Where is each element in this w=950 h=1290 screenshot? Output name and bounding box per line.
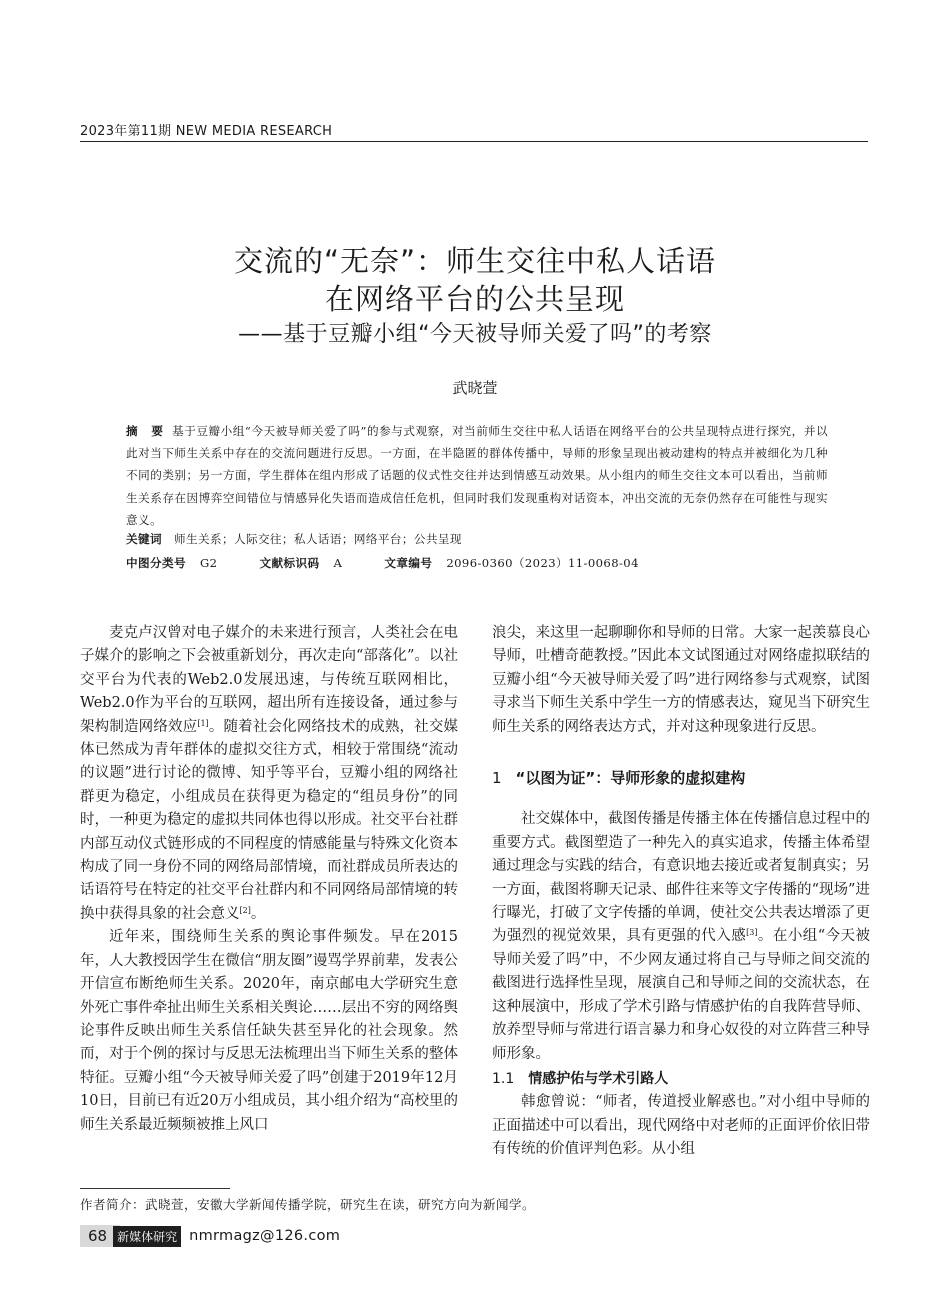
keywords-label: 关键词: [126, 532, 162, 546]
keywords-text: 师生关系；人际交往；私人话语；网络平台；公共呈现: [173, 532, 462, 546]
paragraph: 韩愈曾说：“师者，传道授业解惑也。”对小组中导师的正面描述中可以看出，现代网络中对老师的正面评价依旧带有传统的价值评判色彩。从小组: [492, 1094, 870, 1158]
article-title-line-1: 交流的“无奈”：师生交往中私人话语: [233, 244, 717, 278]
doc-code-label: 文献标识码: [259, 556, 320, 570]
subsection-heading: [492, 1068, 870, 1091]
abstract-text: 基于豆瓣小组“今天被导师关爱了吗”的参与式观察，对当前师生交往中私人话语在网络平台的公共呈现特点进行探究，并以此对当下师生关系中存在的交流问题进行反思。一方面，在半隐匿的群体传播中，导师的形象呈现出被动建构的特点并被细化为几种不同的类别；另一方面，学生群体在组内形成了话题的仪式性交往并达到情感互动效果。从小组内的师生交往文本可以看出，当前师生关系存在因博弈空间错位与情感异化失语而造成信任危机，但同时我们发现重构对话资本，冲出交流的无奈仍然存在可能性与现实意义。: [126, 424, 828, 527]
doc-code-value: A: [333, 556, 343, 570]
paragraph: [492, 808, 870, 1065]
body-column-left: [80, 622, 458, 1137]
citation-ref: [2]: [239, 905, 251, 915]
paragraph: [80, 622, 458, 926]
journal-brand: 新媒体研究: [113, 1226, 181, 1247]
section-heading: [492, 767, 870, 790]
author-name: 武晓萱: [452, 379, 498, 397]
paragraph-text: 。在小组“今天被导师关爱了吗”中，不少网友通过将自己与导师之间交流的截图进行选择性呈现，展演自己和导师之间的交流状态，在这种展演中，形成了学术引路与情感护佑的自我阵营导师、放养型导师与常进行语言暴力和身心奴役的对立阵营三种导师形象。: [492, 928, 870, 1062]
citation-ref: [1]: [197, 718, 209, 728]
folio: [80, 1225, 340, 1247]
author-footnote: 作者简介：武晓萱，安徽大学新闻传播学院，研究生在读，研究方向为新闻学。: [80, 1197, 536, 1212]
section-number: 1: [492, 769, 502, 788]
journal-email: nmrmagz@126.com: [189, 1228, 341, 1244]
article-subtitle: ——基于豆瓣小组“今天被导师关爱了吗”的考察: [238, 322, 712, 347]
citation-ref: [3]: [746, 928, 758, 938]
title-block: [80, 242, 870, 350]
keywords: [126, 531, 462, 547]
classification-line: [126, 555, 639, 571]
abstract-label: 摘 要: [126, 424, 165, 438]
running-head: 2023年第11期 NEW MEDIA RESEARCH: [80, 120, 868, 142]
paragraph-text: 麦克卢汉曾对电子媒介的未来进行预言，人类社会在电子媒介的影响之下会被重新划分，再次走向“部落化”。以社交平台为代表的Web2.0发展迅速，与传统互联网相比，Web2.0作为平台的互联网，超出所有连接设备，通过参与架构制造网络效应: [80, 625, 458, 735]
page-number: 68: [88, 1227, 108, 1245]
article-title-line-2: 在网络平台的公共呈现: [324, 282, 625, 316]
article-number-value: 2096-0360（2023）11-0068-04: [446, 556, 639, 570]
article-number-label: 文章编号: [384, 556, 433, 570]
section-title: “以图为证”：导师形象的虚拟建构: [515, 769, 746, 788]
paragraph: 浪尖，来这里一起聊聊你和导师的日常。大家一起羡慕良心导师，吐槽奇葩教授。”因此本文试图通过对网络虚拟联结的豆瓣小组“今天被导师关爱了吗”进行网络参与式观察，试图寻求当下师生关系中学生一方的情感表达，窥见当下研究生师生关系的网络表达方式，并对这种现象进行反思。: [492, 625, 870, 735]
subsection-number: 1.1: [492, 1070, 515, 1087]
clc-label: 中图分类号: [126, 556, 186, 570]
abstract: [126, 420, 828, 531]
clc-value: G2: [199, 556, 218, 570]
paragraph-text: 社交媒体中，截图传播是传播主体在传播信息过程中的重要方式。截图塑造了一种先入的真实追求，传播主体希望通过理念与实践的结合，有意识地去接近或者复制真实；另一方面，截图将聊天记录、邮件往来等文字传播的“现场”进行曝光，打破了文字传播的单调，使社交公共表达增添了更为强烈的视觉效果，具有更强的代入感: [492, 811, 870, 945]
footnote-divider: [80, 1188, 230, 1189]
body-column-right: [492, 622, 870, 1162]
paragraph: 近年来，围绕师生关系的舆论事件频发。早在2015年，人大教授因学生在微信“朋友圈”谩骂学界前辈，发表公开信宣布断绝师生关系。2020年，南京邮电大学研究生意外死亡事件牵扯出师生关系相关舆论……层出不穷的网络舆论事件反映出师生关系信任缺失甚至异化的社会现象。然而，对于个例的探讨与反思无法梳理出当下师生关系的整体特征。豆瓣小组“今天被导师关爱了吗”创建于2019年12月10日，目前已有近20万小组成员，其小组介绍为“高校里的师生关系最近频频被推上风口: [80, 929, 458, 1133]
paragraph-text: 。: [250, 905, 266, 922]
paragraph-text: 。随着社会化网络技术的成熟，社交媒体已然成为青年群体的虚拟交往方式，相较于常围绕“流动的议题”进行讨论的微博、知乎等平台，豆瓣小组的网络社群更为稳定，小组成员在获得更为稳定的“组员身份”的同时，一种更为稳定的虚拟共同体也得以形成。社交平台社群内部互动仪式链形成的不同程度的情感能量与特殊文化资本构成了同一身份不同的网络局部情境，而社群成员所表达的话语符号在特定的社交平台社群内和不同网络局部情境的转换中获得具象的社会意义: [80, 718, 459, 922]
subsection-title: 情感护佑与学术引路人: [528, 1070, 669, 1087]
